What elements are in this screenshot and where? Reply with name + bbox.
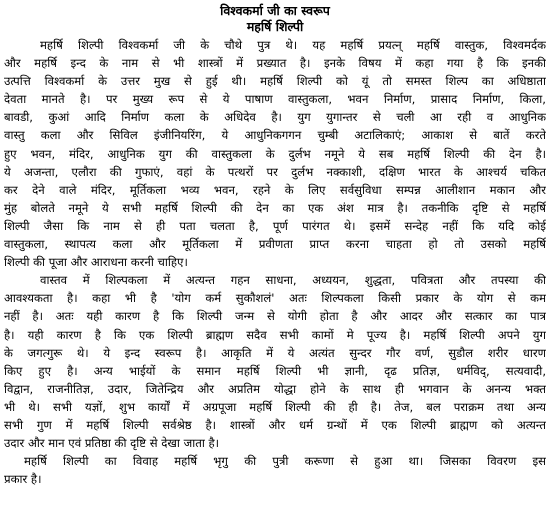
text-line: सभी गुण में महर्षि शिल्पी सर्वश्रेष्ठ है। शास्त्रों और धर्म ग्रन्थों में एक शिल्पी ब्राह्मण को अत्यन्त <box>4 417 546 432</box>
text-line: मुंह बोलते नमूने ये सभी महर्षि शिल्पी की देन का एक अंश मात्र है। तकनीकि दृष्टि से महर्षि <box>4 200 546 215</box>
text-line: देवता मानते है। पर मुख्य रूप से ये पाषाण वास्तुकला, भवन निर्माण, प्रासाद निर्माण, किला, <box>4 92 546 107</box>
text-line: प्रकार है। <box>4 472 42 487</box>
text-line: वास्तुकला, स्थापत्य कला और मूर्तिकला में प्रवीणता प्राप्त करना चाहता हो तो उसको महर्षि <box>4 237 546 252</box>
text-line: आवश्यकता है। कहा भी है 'योग कर्म सुकौशलं' अतः शिल्पकला किसी प्रकार के योग से कम <box>4 291 546 306</box>
text-line: महर्षि शिल्पी विश्वकर्मा जी के चौथे पुत्र थे। यह महर्षि प्रयत्न् महर्षि वास्तुक, विश्वमर्दक <box>40 38 546 52</box>
text-line: कर देने वाले मंदिर, मूर्तिकला भव्य भवन, रहने के लिए सर्वसुविधा सम्पन्न आलीशान मकान और <box>4 182 546 197</box>
text-line: और महर्षि इन्द के नाम से भी शास्त्रों में प्रख्यात है। इनके विषय में कहा गया है कि इनकी <box>4 56 546 71</box>
text-line: है। यही कारण है कि एक शिल्पी ब्राह्मण सदैव सभी कामों मे पूज्य है। महर्षि शिल्पी अपने युग <box>4 327 546 342</box>
text-line: उत्पत्ति विश्वकर्मा के उत्तर मुख से हुई थी। महर्षि शिल्पी को यूं तो समस्त शिल्प का अधिष्ठाता <box>4 74 546 89</box>
text-line: बावडी, कुआं आदि निर्माण कला के अधिदेव है। युग युगान्तर से चली आ रही व आधुनिक <box>4 110 546 125</box>
paragraph-1 <box>4 36 546 271</box>
text-line: किए हुए है। अन्य भाईयों के समान महर्षि शिल्पी भी ज्ञानी, दृढ प्रतिज्ञ, धर्मविद्, सत्यवादी, <box>4 363 546 378</box>
text-line: हुए भवन, मंदिर, आधुनिक युग की वास्तुकला के दुर्लभ नमूने ये सब महर्षि शिल्पी की देन है। <box>4 146 546 161</box>
text-line: भी थे। सभी यज्ञों, शुभ कार्यों में अग्रपूजा महर्षि शिल्पी की ही है। तेज, बल पराक्रम तथा अन्य <box>4 399 546 414</box>
text-line: शिल्पी की पूजा और आराधना करनी चाहिए। <box>4 255 188 270</box>
text-line: के जगत्गुरू थे। ये इन्द स्वरूप है। आकृति में ये अत्यंत सुन्दर गौर वर्ण, सुडौल शरीर धारण <box>4 345 546 360</box>
text-line: वास्तव में शिल्पकला में अत्यन्त गहन साधना, अध्ययन, शुद्धता, पवित्रता और तपस्या की <box>40 273 546 288</box>
paragraph-3 <box>4 452 546 488</box>
document-title: विश्वकर्मा जी का स्वरूप <box>220 3 330 18</box>
text-line: वास्तु कला और सिविल इंजीनियरिंग, ये आधुनिकगगन चुम्बी अटालिकाएं; आकाश से बातें करते <box>4 128 546 143</box>
text-line: महर्षि शिल्पी का विवाह महर्षि भृगु की पुत्री करूणा से हुआ था। जिसका विवरण इस <box>24 454 546 469</box>
text-line: उदार और मान एवं प्रतिष्ठा की दृष्टि से देखा जाता है। <box>4 436 220 451</box>
paragraph-2 <box>4 271 546 452</box>
text-line: शिल्पी जैसा कि नाम से ही पता चलता है, पूर्ण पारंगत थे। इसमें सन्देह नहीं कि यदि कोई <box>4 218 546 233</box>
text-line: नहीं है। अतः यही कारण है कि शिल्पी जन्म से योगी होता है और आदर और सत्कार का पात्र <box>4 309 546 324</box>
text-line: ये अजन्ता, एलौरा की गुफाएं, वहां के पत्थरों पर दुर्लभ नक्काशी, दक्षिण भारत के आश्चर्य चकित <box>4 164 546 179</box>
document-subtitle: महर्षि शिल्पी <box>246 19 304 34</box>
text-line: विद्वान, राजनीतिज्ञ, उदार, जितेन्द्रिय और अप्रतिम योद्धा होने के साथ ही भगवान के अनन्य भक्त <box>4 381 546 396</box>
